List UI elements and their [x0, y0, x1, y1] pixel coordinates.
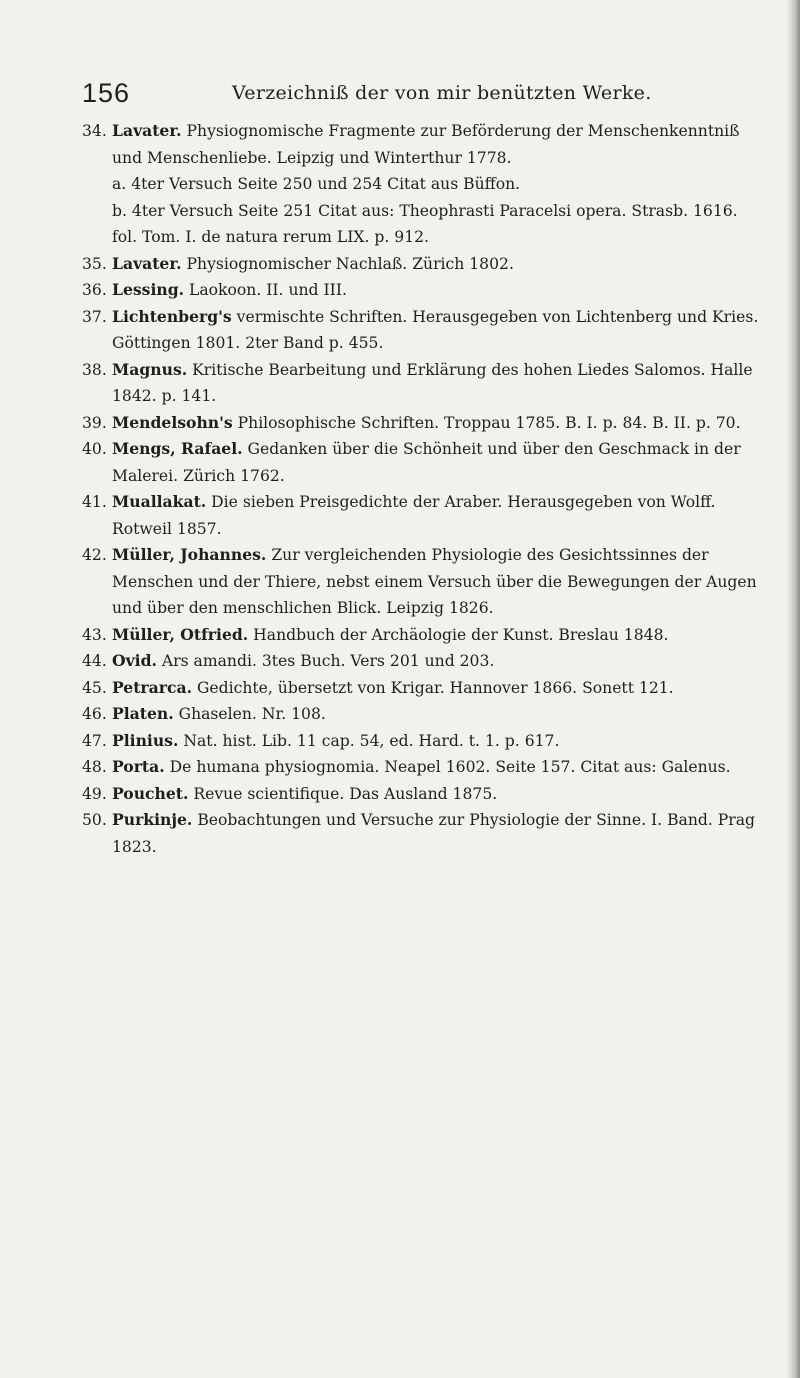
bibliography-entry-42	[82, 542, 762, 622]
bibliography-entry-40	[82, 436, 762, 489]
page-edge-shadow	[786, 0, 800, 1378]
entry-text: Physiognomische Fragmente zur Beförderung der Menschenkenntniß und Menschenliebe. Leipzig und Winterthur 1778.	[112, 122, 740, 167]
entry-author: Pouchet.	[112, 783, 189, 803]
bibliography-entry-50	[82, 807, 762, 860]
entry-author: Porta.	[112, 757, 165, 776]
bibliography-entry-48	[82, 754, 762, 781]
entry-text: Beobachtungen und Versuche zur Physiologie der Sinne. I. Band. Prag 1823.	[112, 811, 755, 856]
bibliography-entry-45	[82, 675, 762, 702]
entry-author: Lavater.	[112, 121, 182, 140]
entry-number: 44.	[82, 652, 107, 670]
entry-text: Ghaselen. Nr. 108.	[178, 705, 326, 723]
bibliography-entry-38	[82, 357, 762, 410]
entry-author: Mendelsohn's	[112, 412, 233, 432]
entry-author: Müller, Otfried.	[112, 624, 249, 644]
entry-text: vermischte Schriften. Herausgegeben von Lichtenberg und Kries. Göttingen 1801. 2ter Band p. 455.	[112, 307, 759, 352]
entry-number: 35.	[82, 254, 107, 273]
bibliography-entry-49	[82, 781, 762, 808]
entry-author: Purkinje.	[112, 810, 193, 829]
bibliography-subentry-b	[82, 198, 762, 251]
entry-author: Müller, Johannes.	[112, 545, 267, 564]
entry-number: 47.	[82, 731, 107, 750]
bibliography-entry-39	[82, 410, 762, 437]
entry-text: Philosophische Schriften. Troppau 1785. B. I. p. 84. B. II. p. 70.	[237, 413, 741, 432]
entry-text: De humana physiognomia. Neapel 1602. Seite 157. Citat aus: Galenus.	[169, 758, 731, 776]
entry-author: Magnus.	[112, 359, 188, 379]
entry-author: Mualla⁠kat.	[112, 492, 207, 511]
entry-number: 50.	[82, 811, 107, 829]
bibliography-entry-47	[82, 728, 762, 755]
entry-author: Lichtenberg's	[112, 306, 232, 326]
bibliography-entry-37	[82, 304, 762, 357]
entry-author: Platen.	[112, 704, 174, 723]
entry-author: Lavater.	[112, 253, 182, 273]
entry-text: Revue scientifique. Das Ausland 1875.	[193, 784, 498, 803]
entry-number: 34.	[82, 122, 107, 140]
entry-text: Die sieben Preisgedichte der Araber. Herausgegeben von Wolff. Rotweil 1857.	[112, 493, 716, 538]
entry-number: 43.	[82, 625, 107, 644]
bibliography-entry-44	[82, 648, 762, 675]
entry-author: Mengs, Rafael.	[112, 439, 243, 458]
entry-text: Physiognomischer Nachlaß. Zürich 1802.	[186, 254, 514, 273]
entry-text: Laokoon. II. und III.	[189, 281, 347, 299]
entry-text: Kritische Bearbeitung und Erklärung des hohen Liedes Salomos. Halle 1842. p. 141.	[112, 360, 753, 405]
bibliography-subentry-a	[82, 171, 762, 198]
entry-number: 38.	[82, 360, 107, 379]
entry-number: 40.	[82, 440, 107, 458]
entry-number: 45.	[82, 678, 107, 697]
bibliography-entry-43	[82, 622, 762, 649]
entry-number: 39.	[82, 413, 107, 432]
bibliography-entry-41	[82, 489, 762, 542]
entry-text: Zur vergleichenden Physiologie des Gesichtssinnes der Menschen und der Thiere, nebst einem Versuch über die Bewegungen der Augen und über den menschlichen Blick. Leipzig 1826.	[112, 546, 757, 617]
running-title: Verzeichniß der von mir benützten Werke.	[232, 82, 652, 104]
page-header	[82, 78, 772, 112]
entry-author: Ovid.	[112, 651, 157, 670]
entry-text: Gedanken über die Schönheit und über den Geschmack in der Malerei. Zürich 1762.	[112, 440, 741, 485]
entry-text: Handbuch der Archäologie der Kunst. Breslau 1848.	[253, 625, 669, 644]
page-number: 156	[82, 78, 131, 108]
bibliography-entry-35	[82, 251, 762, 278]
entry-author: Lessing.	[112, 280, 185, 299]
entry-text: b. 4ter Versuch Seite 251 Citat aus: Theophrasti Paracelsi opera. Strasb. 1616. fol. Tom. I. de natura rerum LIX. p. 912.	[112, 201, 738, 246]
entry-text: Ars amandi. 3tes Buch. Vers 201 und 203.	[161, 652, 495, 670]
entry-number: 42.	[82, 546, 107, 564]
bibliography-entry-36	[82, 277, 762, 304]
entry-author: Plinius.	[112, 730, 179, 750]
entry-number: 48.	[82, 758, 107, 776]
entry-text: Nat. hist. Lib. 11 cap. 54, ed. Hard. t. 1. p. 617.	[183, 731, 560, 750]
bibliography-entry-46	[82, 701, 762, 728]
entry-number: 46.	[82, 705, 107, 723]
entry-number: 49.	[82, 784, 107, 803]
bibliography-entry-34	[82, 118, 762, 171]
entry-text: Gedichte, übersetzt von Krigar. Hannover 1866. Sonett 121.	[196, 678, 674, 697]
entry-number: 41.	[82, 493, 107, 511]
bibliography-list	[82, 118, 762, 860]
entry-author: Petrarca.	[112, 677, 192, 697]
entry-text: a. 4ter Versuch Seite 250 und 254 Citat aus Büffon.	[112, 175, 521, 193]
entry-number: 36.	[82, 281, 107, 299]
entry-number: 37.	[82, 307, 107, 326]
